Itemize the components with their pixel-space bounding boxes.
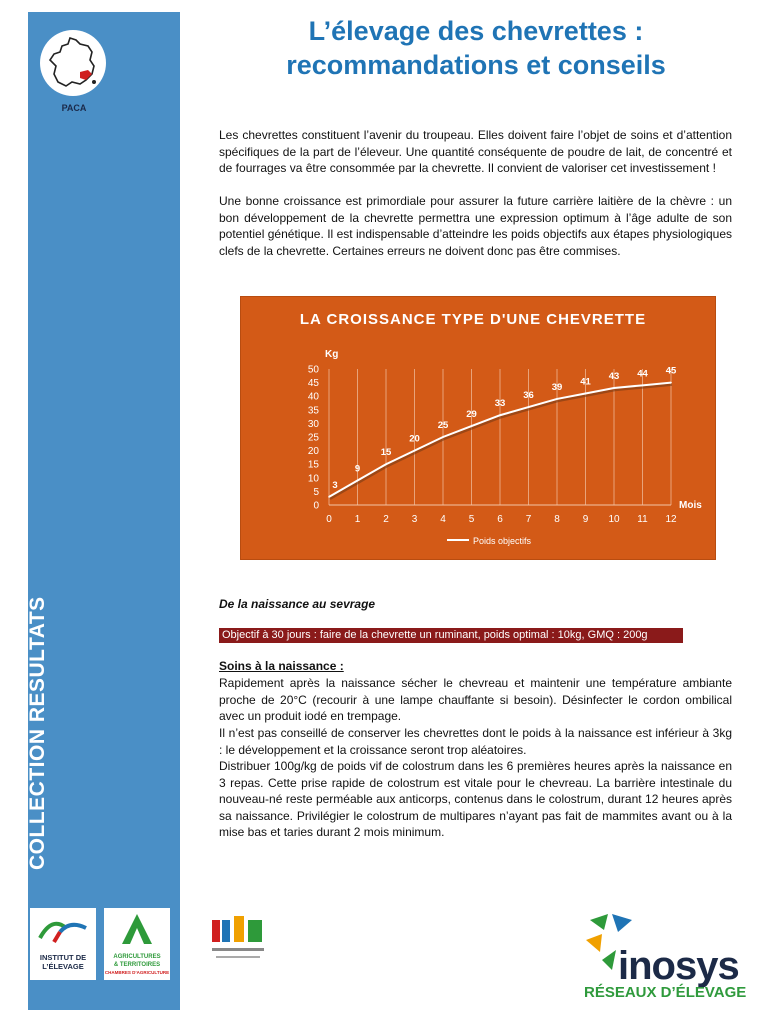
data-point (613, 387, 615, 389)
x-axis-label: Mois (679, 500, 702, 511)
institut-line1: INSTITUT DE (39, 953, 87, 962)
collection-label: COLLECTION RÉSULTATS (26, 596, 49, 870)
x-tick-label: 6 (497, 514, 503, 525)
x-tick-label: 7 (525, 514, 532, 525)
data-label: 25 (437, 420, 449, 431)
data-label: 3 (332, 479, 338, 491)
y-tick-label: 35 (307, 405, 319, 417)
sidebar-band (28, 12, 180, 1010)
data-point (670, 382, 672, 384)
y-tick-label: 25 (307, 432, 319, 444)
institut-line2: L’ÉLEVAGE (42, 962, 84, 971)
x-tick-label: 12 (665, 514, 677, 525)
data-point (442, 436, 444, 438)
page-title (200, 14, 752, 82)
data-label: 41 (580, 376, 591, 388)
legend-label: Poids objectifs (473, 536, 532, 546)
data-point (471, 425, 473, 427)
x-tick-label: 11 (637, 514, 648, 525)
y-axis-label: Kg (325, 349, 339, 360)
data-point (642, 385, 644, 387)
data-point (499, 414, 501, 416)
france-map-logo (40, 30, 106, 96)
data-label: 15 (380, 447, 392, 459)
title-line1: L’élevage des chevrettes : (308, 16, 644, 46)
data-label: 9 (354, 463, 361, 475)
data-label: 39 (551, 381, 563, 393)
y-tick-label: 30 (307, 418, 319, 430)
title-line2: recommandations et conseils (286, 50, 666, 80)
agriculture-icon (104, 908, 170, 948)
x-tick-label: 0 (326, 514, 332, 525)
inosys-wordmark: inosys (618, 944, 739, 988)
data-point (385, 463, 387, 465)
data-label: 44 (637, 368, 648, 380)
data-point (414, 450, 416, 452)
agri-line3: CHAMBRES D’AGRICULTURE (104, 970, 170, 975)
chart-title: LA CROISSANCE TYPE D'UNE CHEVRETTE (299, 311, 647, 328)
y-tick-label: 40 (307, 391, 319, 403)
agri-line1: AGRICULTURES (113, 954, 161, 960)
data-point (556, 398, 558, 400)
growth-chart (240, 296, 716, 560)
data-label: 36 (523, 390, 534, 402)
reseaux-elevage-label: RÉSEAUX D’ÉLEVAGE (584, 984, 747, 1001)
data-label: 20 (409, 433, 420, 445)
soins-paragraph-3: Distribuer 100g/kg de poids vif de colostrum dans les 6 premières heures après la naissance en 3 repas. Cette prise rapide de colostrum est vitale pour le chevreau. La barrière intestinale du nouveau-né reste perméable aux anticorps, contenus dans le colostrum, durant 12 heures après sa naissance. Privilégier le colostrum de multipares n’ayant pas fait de mammites avant ou à la mise bas et taries durant 2 mois minimum. (219, 759, 732, 839)
chambres-agriculture-logo (104, 908, 170, 980)
data-label: 45 (665, 365, 677, 377)
x-tick-label: 8 (554, 514, 560, 525)
soins-paragraph-2: Il n’est pas conseillé de conserver les chevrettes dont le poids à la naissance est inférieur à 3kg : le développement et la croissance seront trop aléatoires. (219, 726, 732, 757)
x-tick-label: 1 (354, 514, 361, 525)
y-tick-label: 45 (307, 378, 319, 390)
subheading-soins: Soins à la naissance : (219, 659, 344, 673)
data-label: 43 (608, 371, 620, 383)
y-tick-label: 20 (307, 446, 319, 458)
x-tick-label: 10 (608, 514, 620, 525)
x-tick-label: 5 (468, 514, 475, 525)
y-tick-label: 50 (307, 364, 319, 376)
y-tick-label: 5 (313, 486, 319, 498)
y-tick-label: 10 (307, 473, 319, 485)
region-label: PACA (61, 103, 87, 113)
intro-paragraph-1: Les chevrettes constituent l’avenir du troupeau. Elles doivent faire l’objet de soins et d’attention spécifiques de la part de l’éleveur. Une quantité conséquente de poudre de lait, de concentré et de fourrages va être consommée par la chevrette. Il convient de valoriser cet investissement ! (219, 128, 732, 175)
data-label: 29 (466, 409, 477, 421)
x-tick-label: 4 (440, 514, 446, 525)
data-point (328, 496, 330, 498)
soins-paragraph-1: Rapidement après la naissance sécher le chevreau et maintenir une température ambiante proche de 20°C (recourir à une lampe chauffante si besoin). Désinfecter le cordon ombilical avec un produit iodé en trempage. (219, 676, 732, 723)
data-label: 33 (494, 398, 506, 410)
x-tick-label: 2 (383, 514, 389, 525)
institut-elevage-logo (30, 908, 96, 980)
agri-line2: & TERRITOIRES (113, 962, 161, 968)
x-tick-label: 3 (411, 514, 418, 525)
partner-logo (208, 912, 272, 964)
data-point (357, 480, 359, 482)
data-point (528, 406, 530, 408)
x-tick-label: 9 (582, 514, 589, 525)
institut-elevage-icon (30, 908, 96, 948)
growth-chart-svg (241, 297, 715, 559)
france-map-icon (40, 30, 106, 96)
y-tick-label: 15 (307, 459, 319, 471)
intro-paragraph-2: Une bonne croissance est primordiale pour assurer la future carrière laitière de la chèvre : un bon développement de la chevrette permettra une expression optimum à l’âge adulte de son potentiel génétique. Il est indispensable d’atteindre les poids objectifs aux étapes physiologiques clefs de la chevrette. Certaines erreurs ne doivent donc pas être commises. (219, 194, 732, 258)
objective-banner: Objectif à 30 jours : faire de la chevrette un ruminant, poids optimal : 10kg, GMQ : 200g (219, 628, 683, 643)
section-heading: De la naissance au sevrage (219, 597, 376, 611)
data-point (585, 393, 587, 395)
y-tick-label: 0 (313, 500, 319, 512)
